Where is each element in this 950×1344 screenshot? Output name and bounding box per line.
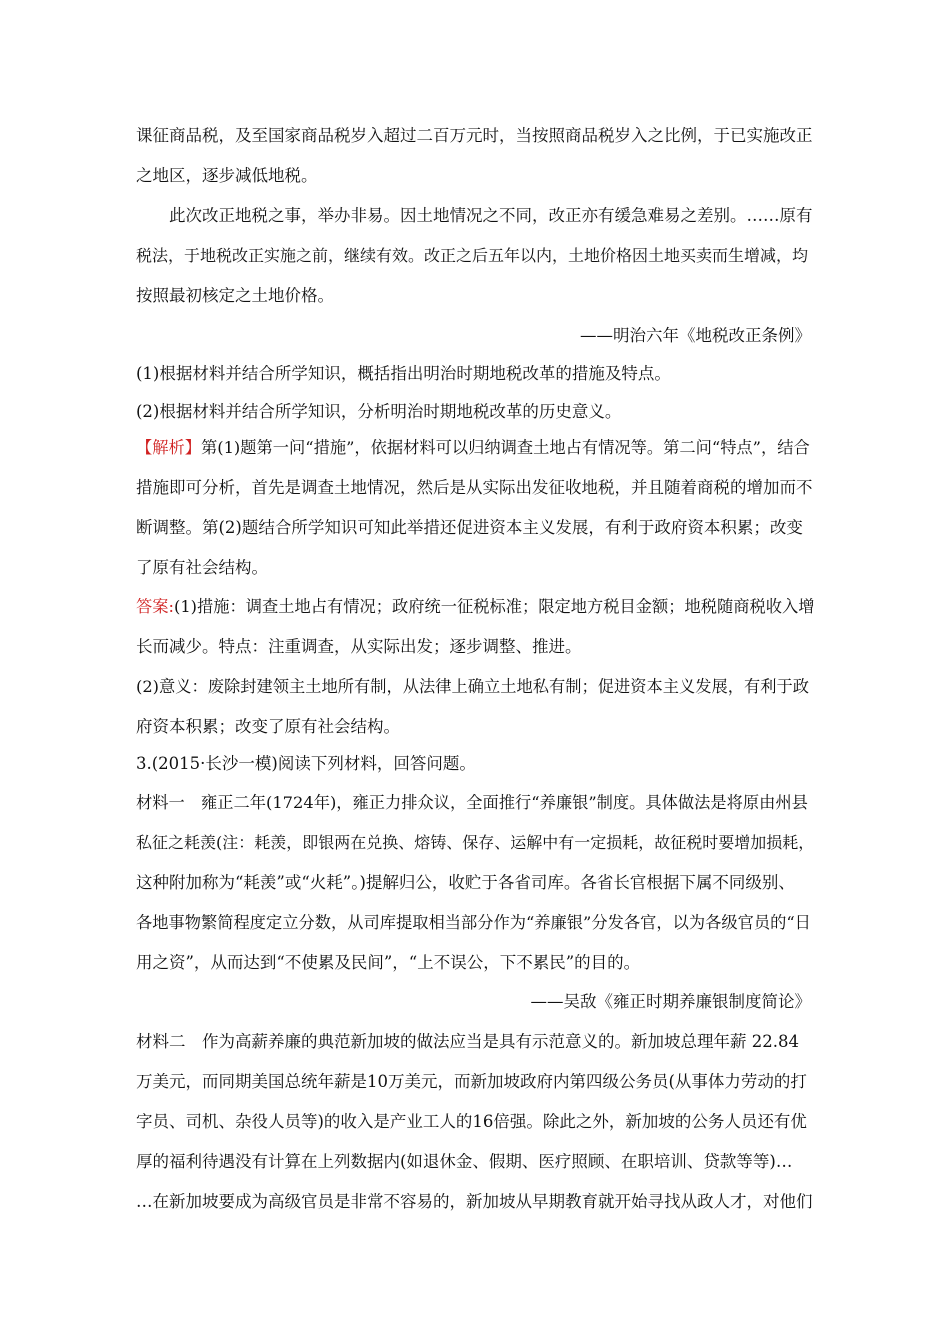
text-line: 府资本积累；改变了原有社会结构。 [136, 717, 400, 736]
question-item: (1)根据材料并结合所学知识，概括指出明治时期地税改革的措施及特点。 [136, 364, 671, 383]
text-line: 之地区，逐步减低地税。 [136, 166, 318, 185]
text-line: 按照最初核定之土地价格。 [136, 286, 334, 305]
text-line: 了原有社会结构。 [136, 558, 268, 577]
answer-line: 答案:(1)措施：调查土地占有情况；政府统一征税标准；限定地方税目金额；地税随商税收入增 [136, 597, 815, 616]
source-citation: ——吴敌《雍正时期养廉银制度简论》 [530, 992, 811, 1011]
text-line: 厚的福利待遇没有计算在上列数据内(如退休金、假期、医疗照顾、在职培训、贷款等等)… [136, 1152, 793, 1171]
source-citation: ——明治六年《地税改正条例》 [580, 326, 811, 345]
text-line: 断调整。第(2)题结合所学知识可知此举措还促进资本主义发展，有利于政府资本积累；改变 [136, 518, 803, 537]
text-line: 私征之耗羡(注：耗羡，即银两在兑换、熔铸、保存、运解中有一定损耗，故征税时要增加损耗， [136, 833, 815, 852]
analysis-label: 【解析】 [136, 438, 201, 457]
text-line: 税法，于地税改正实施之前，继续有效。改正之后五年以内，土地价格因土地买卖而生增减，均 [136, 246, 809, 265]
text-line: 字员、司机、杂役人员等)的收入是产业工人的16倍强。除此之外，新加坡的公务人员还有优 [136, 1112, 807, 1131]
text-line: 措施即可分析，首先是调查土地情况，然后是从实际出发征收地税，并且随着商税的增加而不 [136, 478, 813, 497]
question-item: (2)根据材料并结合所学知识，分析明治时期地税改革的历史意义。 [136, 402, 622, 421]
analysis-line: 【解析】第(1)题第一问“措施”，依据材料可以归纳调查土地占有情况等。第二问“特点”，结合 [136, 438, 810, 457]
text-line: 用之资”，从而达到“不使累及民间”，“上不误公，下不累民”的目的。 [136, 953, 641, 972]
answer-label: 答案: [136, 597, 174, 616]
text-line: 各地事物繁简程度定立分数，从司库提取相当部分作为“养廉银”分发各官，以为各级官员的“日 [136, 913, 811, 932]
text-line: 此次改正地税之事，举办非易。因土地情况之不同，改正亦有缓急难易之差别。……原有 [169, 206, 813, 225]
text-line: …在新加坡要成为高级官员是非常不容易的，新加坡从早期教育就开始寻找从政人才，对他们 [136, 1192, 813, 1211]
text-line: 材料一 雍正二年(1724年)，雍正力排众议，全面推行“养廉银”制度。具体做法是将原由州县 [136, 793, 808, 812]
text-line: 课征商品税，及至国家商品税岁入超过二百万元时，当按照商品税岁入之比例，于已实施改正 [136, 126, 813, 145]
text-line: 这种附加称为“耗羡”或“火耗”。)提解归公，收贮于各省司库。各省长官根据下属不同级别、 [136, 873, 795, 892]
text-line: (2)意义：废除封建领主土地所有制，从法律上确立土地私有制；促进资本主义发展，有利于政 [136, 677, 810, 696]
text-line: 万美元，而同期美国总统年薪是10万美元，而新加坡政府内第四级公务员(从事体力劳动的打 [136, 1072, 807, 1091]
text-line: 长而减少。特点：注重调查，从实际出发；逐步调整、推进。 [136, 637, 582, 656]
text-line: 材料二 作为高薪养廉的典范新加坡的做法应当是具有示范意义的。新加坡总理年薪 22.84 [136, 1032, 799, 1051]
question-heading: 3.(2015·长沙一模)阅读下列材料，回答问题。 [136, 754, 476, 773]
